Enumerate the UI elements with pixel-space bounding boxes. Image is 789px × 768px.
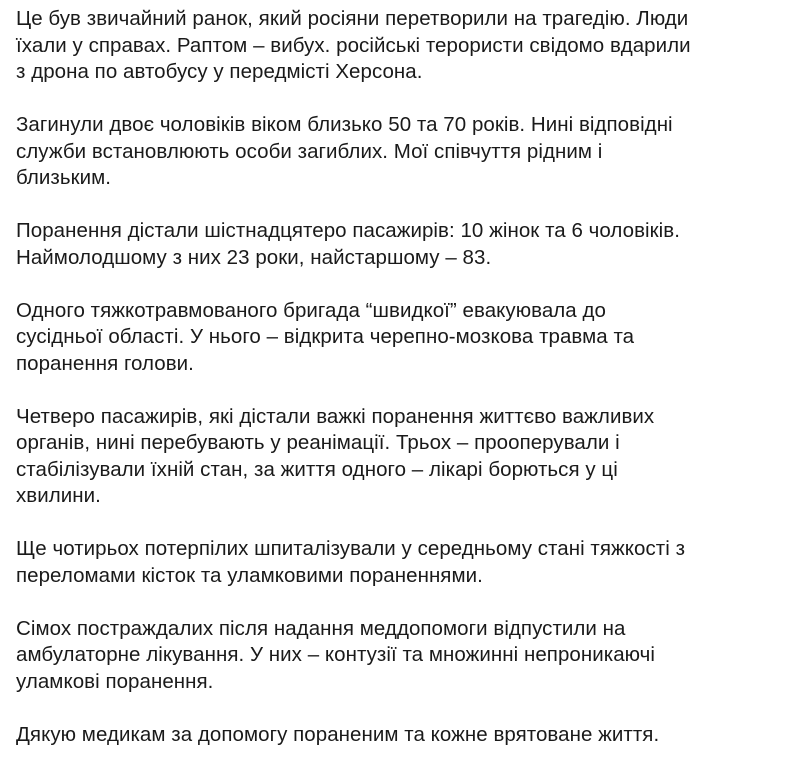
paragraph-hospitalized: Ще чотирьох потерпілих шпиталізували у середньому стані тяжкості з переломами кісток та уламковими пораненнями. xyxy=(16,537,686,587)
paragraph-thanks: Дякую медикам за допомогу пораненим та кожне врятоване життя. xyxy=(16,722,660,746)
paragraph-fatalities: Загинули двоє чоловіків віком близько 50 та 70 років. Нині відповідні служби встановлюють особи загиблих. Мої співчуття рідним і близьким. xyxy=(16,113,673,189)
paragraph-injured-count: Поранення дістали шістнадцятеро пасажирів: 10 жінок та 6 чоловіків. Наймолодшому з них 23 роки, найстаршому – 83. xyxy=(16,219,680,269)
paragraph-evacuated: Одного тяжкотравмованого бригада “швидкої” евакуювала до сусідньої області. У нього – відкрита черепно-мозкова травма та поранення голови. xyxy=(16,298,635,375)
paragraph-outpatient: Сімох постраждалих після надання меддопомоги відпустили на амбулаторне лікування. У них – контузії та множинні непроникаючі уламкові поранення. xyxy=(16,616,655,693)
post-text xyxy=(16,6,786,748)
paragraph-morning-attack: Це був звичайний ранок, який росіяни перетворили на трагедію. Люди їхали у справах. Раптом – вибух. російські терористи свідомо вдарили з дрона по автобусу у передмісті Херсона. xyxy=(16,7,691,83)
paragraph-intensive-care: Четверо пасажирів, які дістали важкі поранення життєво важливих органів, нині перебувають у реанімації. Трьох – прооперували і стабілізували їхній стан, за життя одного – лікарі борються у ці хвилини. xyxy=(16,404,655,507)
